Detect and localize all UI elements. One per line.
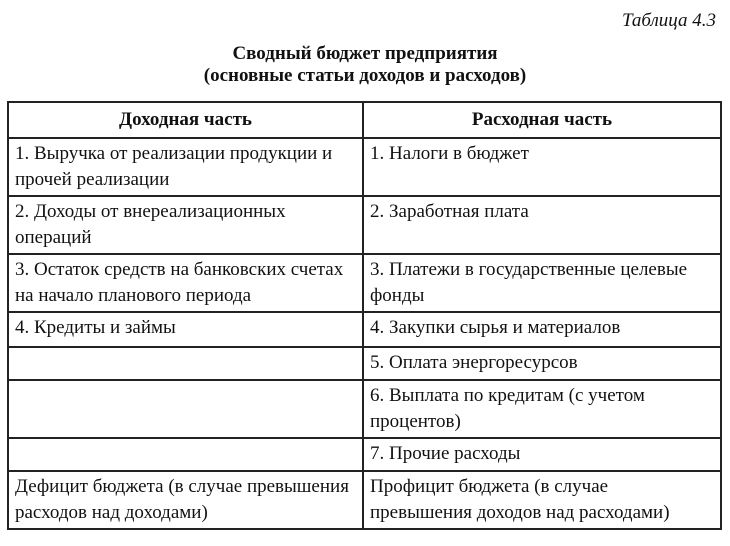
income-text: Дефицит бюджета (в случае превышения расходов над доходами) — [15, 476, 349, 523]
income-text: 2. Доходы от внереализационных операций — [15, 201, 286, 248]
income-cell — [8, 196, 363, 254]
table-row — [8, 471, 721, 529]
income-cell — [8, 138, 363, 196]
expense-cell — [363, 138, 721, 196]
table-subtitle: (основные статьи доходов и расходов) — [203, 65, 527, 86]
table-number-label: Таблица 4.3 — [622, 10, 716, 31]
table-row — [8, 347, 721, 380]
table-row — [8, 312, 721, 347]
income-cell — [8, 312, 363, 347]
income-cell — [8, 254, 363, 312]
table-row — [8, 138, 721, 196]
header-expense: Расходная часть — [363, 102, 721, 138]
table-header-row — [8, 102, 721, 138]
expense-cell — [363, 254, 721, 312]
table-row — [8, 380, 721, 438]
table-title: Сводный бюджет предприятия — [232, 43, 498, 64]
expense-text: 7. Прочие расходы — [370, 443, 521, 464]
income-text: 3. Остаток средств на банковских счетах на начало планового периода — [15, 259, 344, 306]
income-text: 4. Кредиты и займы — [15, 317, 176, 338]
expense-text: 1. Налоги в бюджет — [370, 143, 529, 164]
expense-cell — [363, 312, 721, 347]
expense-text: 2. Заработная плата — [370, 201, 529, 222]
table-row — [8, 438, 721, 471]
table-row — [8, 196, 721, 254]
income-cell — [8, 380, 363, 438]
income-cell — [8, 347, 363, 380]
expense-text: 6. Выплата по кредитам (с учетом процентов) — [370, 385, 645, 432]
expense-cell — [363, 471, 721, 529]
income-cell — [8, 438, 363, 471]
expense-cell — [363, 438, 721, 471]
expense-text: 4. Закупки сырья и материалов — [370, 317, 621, 338]
expense-text: 5. Оплата энергоресурсов — [370, 352, 578, 373]
budget-table — [7, 101, 722, 530]
expense-cell — [363, 347, 721, 380]
expense-text: 3. Платежи в государственные целевые фонды — [370, 259, 688, 306]
table-row — [8, 254, 721, 312]
expense-cell — [363, 196, 721, 254]
expense-text: Профицит бюджета (в случае превышения доходов над расходами) — [370, 476, 670, 523]
income-cell — [8, 471, 363, 529]
header-income: Доходная часть — [8, 102, 363, 138]
income-text: 1. Выручка от реализации продукции и прочей реализации — [15, 143, 333, 190]
expense-cell — [363, 380, 721, 438]
